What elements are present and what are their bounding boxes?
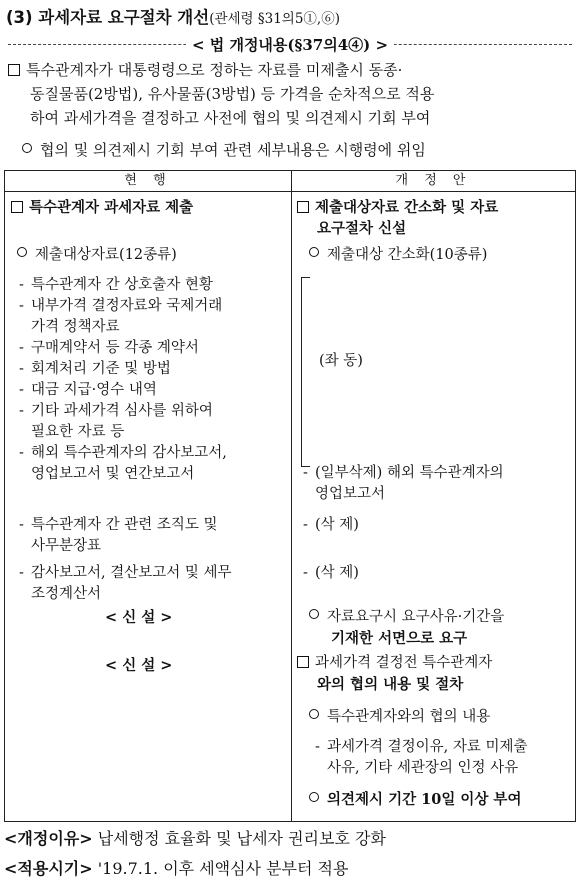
item-text: 특수관계자 간 관련 조직도 및 [31, 517, 218, 533]
item-text: 조정계산서 [31, 586, 102, 602]
item-text: 와의 협의 내용 및 절차 [317, 676, 464, 693]
current-item-8: - 특수관계자 간 관련 조직도 및 사무분장표 [19, 515, 291, 557]
list-item: - 특수관계자 간 상호출자 현황 [19, 277, 213, 293]
current-sub [17, 245, 177, 266]
current-sub-text: 제출대상자료(12종류) [35, 247, 177, 263]
item-text: (삭 제) [315, 517, 359, 533]
section-title [6, 4, 340, 28]
square-bullet-icon [8, 64, 20, 76]
circle-bullet-icon [309, 792, 319, 802]
revised-consult [309, 707, 490, 728]
item-text: 대금 지급·영수 내역 [31, 382, 157, 398]
item-text: 영업보고서 및 연간보고서 [31, 466, 195, 482]
list-item: - 내부가격 결정자료와 국제거래 [19, 298, 223, 314]
item-text: 필요한 자료 등 [31, 424, 125, 440]
item-text: 특수관계자 간 상호출자 현황 [31, 277, 213, 293]
item-text: 구매계약서 등 각종 계약서 [31, 340, 199, 356]
subheading-text: < 법 개정내용(§37의4④) > [186, 36, 394, 54]
col-header-current: 현 행 [5, 171, 291, 192]
item-text: 회계처리 기준 및 방법 [31, 361, 171, 377]
item-text: 가격 정책자료 [31, 319, 120, 335]
intro-line-1: 특수관계자가 대통령령으로 정하는 자료를 미제출시 동종· [26, 61, 403, 79]
item-text: 감사보고서, 결산보고서 및 세무 [31, 565, 232, 581]
current-item-9: - 감사보고서, 결산보고서 및 세무 조정계산서 [19, 563, 291, 605]
revised-heading-text: 제출대상자료 간소화 및 자료 [315, 199, 499, 216]
item-text: 사무분장표 [31, 538, 102, 554]
square-bullet-icon [297, 201, 309, 213]
list-item: - 대금 지급·영수 내역 [19, 382, 157, 398]
list-item: - 기타 과세가격 심사를 위하여 [19, 403, 213, 419]
item-text: 내부가격 결정자료와 국제거래 [31, 298, 223, 314]
revised-item-9: - (삭 제) [303, 565, 359, 581]
item-text: 과세가격 결정전 특수관계자 [315, 655, 493, 671]
revised-sub-text: 제출대상 간소화(10종류) [327, 247, 488, 263]
item-text: 자료요구시 요구사유·기간을 [327, 609, 505, 625]
revised-item-8: - (삭 제) [303, 517, 359, 533]
current-items-list [19, 275, 291, 485]
revised-sub [309, 245, 487, 266]
current-new-1: < 신 설 > [105, 609, 173, 626]
list-item: - 해외 특수관계자의 감사보고서, [19, 445, 227, 461]
reason-label: <개정이유> [4, 829, 93, 848]
current-heading [11, 197, 193, 218]
revised-heading [297, 197, 573, 239]
item-text: 기재한 서면으로 요구 [331, 630, 468, 647]
square-bullet-icon [297, 656, 309, 668]
amendment-reason [4, 826, 386, 849]
reason-text: 납세행정 효율화 및 납세자 권리보호 강화 [97, 829, 386, 848]
circle-bullet-icon [309, 247, 319, 257]
item-text: 영업보고서 [315, 486, 386, 502]
amendment-subheading [8, 34, 572, 56]
circle-bullet-icon [22, 143, 32, 153]
item-text: (일부삭제) 해외 특수관계자의 [315, 465, 504, 481]
revised-heading-text: 요구절차 신설 [317, 220, 407, 237]
circle-bullet-icon [309, 609, 319, 619]
item-text: 사유, 기타 세관장의 인정 사유 [327, 760, 519, 776]
intro-point-1 [8, 58, 574, 130]
intro-line-2: 동질물품(2방법), 유사물품(3방법) 등 가격을 순차적으로 적용 [30, 85, 435, 103]
item-text: (삭 제) [315, 565, 359, 581]
list-item: - 회계처리 기준 및 방법 [19, 361, 171, 377]
revised-opinion [309, 789, 521, 810]
col-header-revised: 개 정 안 [292, 171, 575, 192]
timing-label: <적용시기> [4, 859, 93, 878]
circle-bullet-icon [309, 709, 319, 719]
item-text: 의견제시 기간 10일 이상 부여 [327, 791, 522, 808]
item-text: 과세가격 결정이유, 자료 미제출 [327, 739, 528, 755]
application-timing [4, 856, 348, 879]
revised-same: (좌 동) [319, 353, 363, 369]
intro-point-2 [22, 138, 572, 162]
item-text: 특수관계자와의 협의 내용 [327, 709, 491, 725]
item-text: 해외 특수관계자의 감사보고서, [31, 445, 227, 461]
intro-point-2-text: 협의 및 의견제시 기회 부여 관련 세부내용은 시행령에 위임 [40, 141, 426, 159]
intro-line-3: 하여 과세가격을 결정하고 사전에 협의 및 의견제시 기회 부여 [30, 109, 431, 127]
circle-bullet-icon [17, 247, 27, 257]
current-heading-text: 특수관계자 과세자료 제출 [29, 199, 194, 216]
revised-item-7: - (일부삭제) 해외 특수관계자의 영업보고서 [303, 463, 575, 505]
title-reference: (관세령 §31의5①,⑥) [209, 11, 340, 27]
comparison-table [4, 170, 576, 822]
title-main: (3) 과세자료 요구절차 개선 [6, 8, 210, 27]
square-bullet-icon [11, 201, 23, 213]
list-item: - 구매계약서 등 각종 계약서 [19, 340, 199, 356]
bracket-line [301, 277, 310, 467]
timing-text: '19.7.1. 이후 세액심사 분부터 적용 [97, 859, 349, 878]
revised-request [309, 607, 575, 649]
column-divider [291, 171, 292, 821]
current-new-2: < 신 설 > [105, 657, 173, 674]
revised-reasons: - 과세가격 결정이유, 자료 미제출 사유, 기타 세관장의 인정 사유 [315, 737, 577, 779]
item-text: 기타 과세가격 심사를 위하여 [31, 403, 213, 419]
revised-procedure [297, 653, 573, 695]
